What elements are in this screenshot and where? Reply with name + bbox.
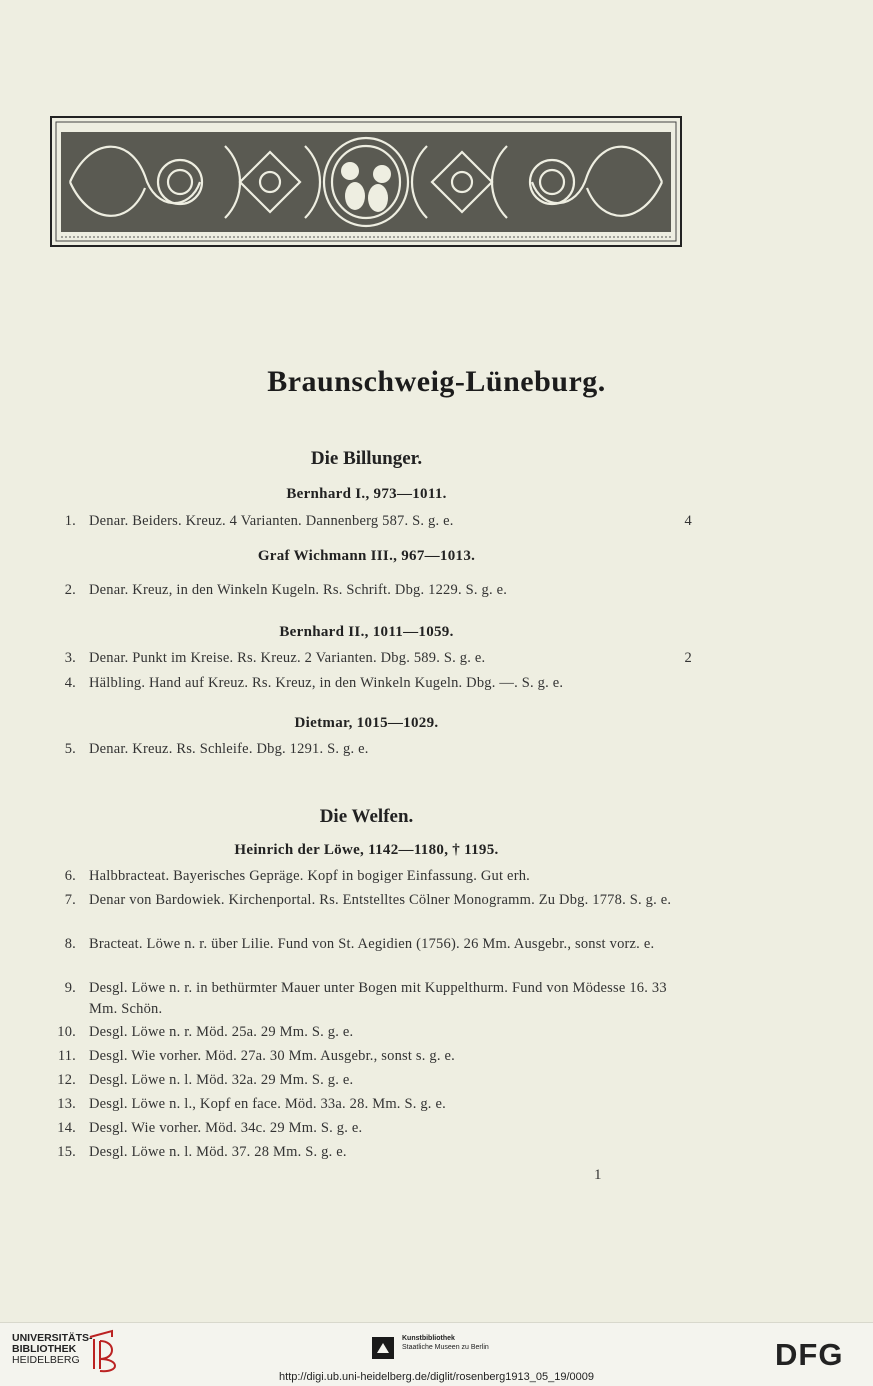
entry-number: 10. bbox=[57, 1024, 76, 1040]
entry-text: Bracteat. Löwe n. r. über Lilie. Fund von St. Aegidien (1756). 26 Mm. Ausgebr., sonst vorz. e. bbox=[89, 936, 655, 952]
page-title: Braunschweig-Lüneburg. bbox=[267, 365, 606, 398]
entry-number: 12. bbox=[57, 1072, 76, 1088]
entry-number: 1. bbox=[64, 513, 76, 529]
ruler-heading: Bernhard I., 973—1011. bbox=[286, 486, 447, 502]
ub-line: BIBLIOTHEK bbox=[12, 1343, 77, 1355]
ub-line: UNIVERSITÄTS- bbox=[12, 1332, 93, 1344]
entry-text: Desgl. Löwe n. r. Möd. 25a. 29 Mm. S. g. e. bbox=[89, 1024, 354, 1040]
entry-number: 7. bbox=[64, 892, 76, 908]
entry-text: Desgl. Löwe n. l. Möd. 37. 28 Mm. S. g. e. bbox=[89, 1144, 347, 1160]
entry-number: 15. bbox=[57, 1144, 76, 1160]
entry-text: Denar. Kreuz, in den Winkeln Kugeln. Rs. Schrift. Dbg. 1229. S. g. e. bbox=[89, 582, 508, 598]
ruler-heading: Heinrich der Löwe, 1142—1180, † 1195. bbox=[234, 842, 499, 858]
ruler-heading: Dietmar, 1015—1029. bbox=[294, 715, 439, 731]
viewer-footer bbox=[0, 1322, 873, 1386]
entry-number: 5. bbox=[64, 741, 76, 757]
entry-text: Desgl. Löwe n. l., Kopf en face. Möd. 33a. 28. Mm. S. g. e. bbox=[89, 1096, 446, 1112]
entry-number: 3. bbox=[64, 650, 76, 666]
entry-number: 14. bbox=[57, 1120, 76, 1136]
entry-number: 2. bbox=[64, 582, 76, 598]
ruler-heading: Bernhard II., 1011—1059. bbox=[279, 624, 454, 640]
entry-number: 4. bbox=[64, 675, 76, 691]
ub-line: HEIDELBERG bbox=[12, 1354, 80, 1366]
entry-text: Hälbling. Hand auf Kreuz. Rs. Kreuz, in den Winkeln Kugeln. Dbg. —. S. g. e. bbox=[89, 675, 564, 691]
kunstbibliothek-logo-icon[interactable] bbox=[372, 1337, 394, 1359]
entry-price: 2 bbox=[684, 650, 692, 666]
ub-heidelberg-label[interactable] bbox=[12, 1333, 93, 1366]
kunstbibliothek-label[interactable] bbox=[402, 1334, 489, 1352]
page-number: 1 bbox=[594, 1167, 602, 1183]
entry-number: 8. bbox=[64, 936, 76, 952]
entry-text: Desgl. Wie vorher. Möd. 34c. 29 Mm. S. g. e. bbox=[89, 1120, 363, 1136]
entry-text: Denar. Punkt im Kreise. Rs. Kreuz. 2 Varianten. Dbg. 589. S. g. e. bbox=[89, 650, 486, 666]
entry-text: Denar. Kreuz. Rs. Schleife. Dbg. 1291. S. g. e. bbox=[89, 741, 369, 757]
kb-line: Kunstbibliothek bbox=[402, 1335, 455, 1342]
ub-heidelberg-logo-icon[interactable] bbox=[86, 1329, 122, 1373]
entry-text: Denar. Beiders. Kreuz. 4 Varianten. Dannenberg 587. S. g. e. bbox=[89, 513, 454, 529]
permalink-url[interactable]: http://digi.ub.uni-heidelberg.de/diglit/rosenberg1913_05_19/0009 bbox=[279, 1371, 594, 1383]
entry-text: Halbbracteat. Bayerisches Gepräge. Kopf in bogiger Einfassung. Gut erh. bbox=[89, 868, 531, 884]
dfg-logo[interactable]: DFG bbox=[775, 1337, 844, 1372]
entry-number: 11. bbox=[57, 1048, 76, 1064]
entry-number: 13. bbox=[57, 1096, 76, 1112]
section-heading-welfen: Die Welfen. bbox=[319, 806, 414, 827]
entry-text: Denar von Bardowiek. Kirchenportal. Rs. Entstelltes Cölner Monogramm. Zu Dbg. 1778. S. g. e. bbox=[89, 892, 672, 908]
ruler-heading: Graf Wichmann III., 967—1013. bbox=[257, 548, 476, 564]
section-heading-billunger: Die Billunger. bbox=[310, 448, 423, 469]
entry-number: 9. bbox=[64, 980, 76, 996]
entry-text: Desgl. Löwe n. r. in bethürmter Mauer unter Bogen mit Kuppelthurm. Fund von Mödesse 16. 33 Mm. Schön. bbox=[89, 980, 667, 1017]
entry-text: Desgl. Wie vorher. Möd. 27a. 30 Mm. Ausgebr., sonst s. g. e. bbox=[89, 1048, 455, 1064]
kb-line: Staatliche Museen zu Berlin bbox=[402, 1344, 489, 1351]
ornamental-header-band bbox=[50, 116, 682, 247]
entry-price: 4 bbox=[684, 513, 692, 529]
entry-number: 6. bbox=[64, 868, 76, 884]
entry-text: Desgl. Löwe n. l. Möd. 32a. 29 Mm. S. g. e. bbox=[89, 1072, 354, 1088]
